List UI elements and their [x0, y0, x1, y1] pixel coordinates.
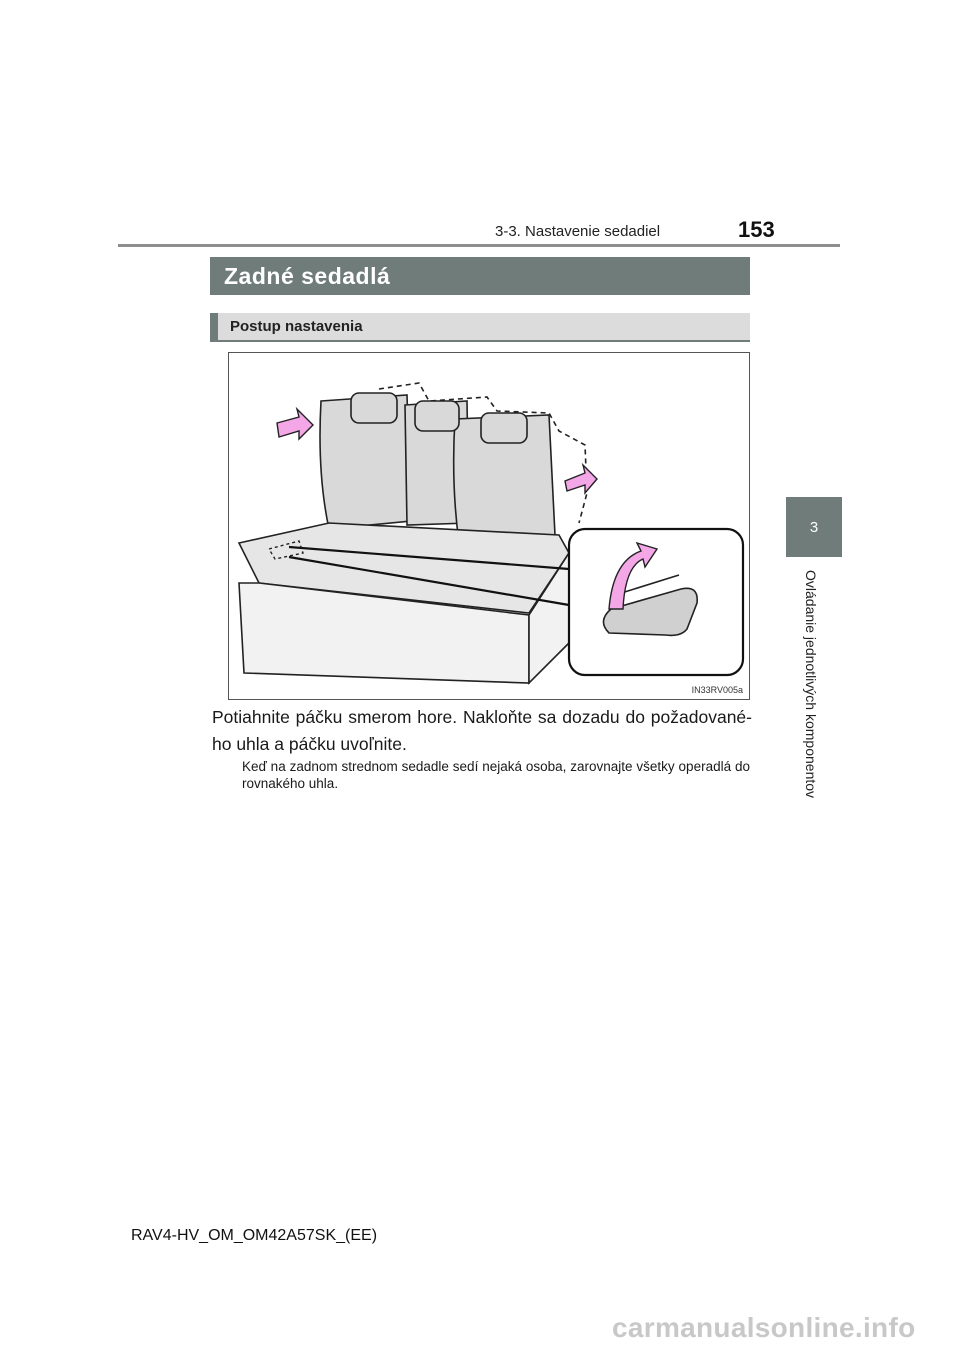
note-text: Keď na zadnom strednom sedadle sedí nejaká osoba, zarovnajte všetky operadlá do rovnakého uhla.: [242, 759, 750, 791]
arrow-left-icon: [277, 409, 313, 439]
section-label: 3-3. Nastavenie sedadiel: [495, 223, 661, 240]
watermark: carmanualsonline.info: [612, 1312, 916, 1343]
section-title: Zadné sedadlá: [224, 263, 391, 289]
subsection-accent: [210, 313, 218, 342]
seat-cushion: [239, 523, 569, 683]
instruction-text: Potiahnite páčku smerom hore. Nakloňte sa dozadu do požadované-ho uhla a páčku uvoľnite.: [212, 707, 752, 754]
header-rule: [118, 244, 840, 247]
figure-code: IN33RV005a: [691, 685, 743, 695]
chapter-title: Ovládanie jednotlivých komponentov: [803, 570, 819, 799]
page-number: 153: [738, 217, 775, 242]
seat-illustration: [228, 352, 750, 700]
seat-illustration-drawing: [229, 353, 749, 699]
arrow-right-icon: [565, 465, 597, 493]
chapter-number: 3: [809, 519, 819, 536]
section-title-bar: [210, 257, 750, 295]
chapter-tab: [786, 497, 842, 557]
subsection-bar: [210, 313, 750, 342]
document-code: RAV4-HV_OM_OM42A57SK_(EE): [131, 1227, 378, 1244]
subsection-title: Postup nastavenia: [230, 318, 363, 335]
